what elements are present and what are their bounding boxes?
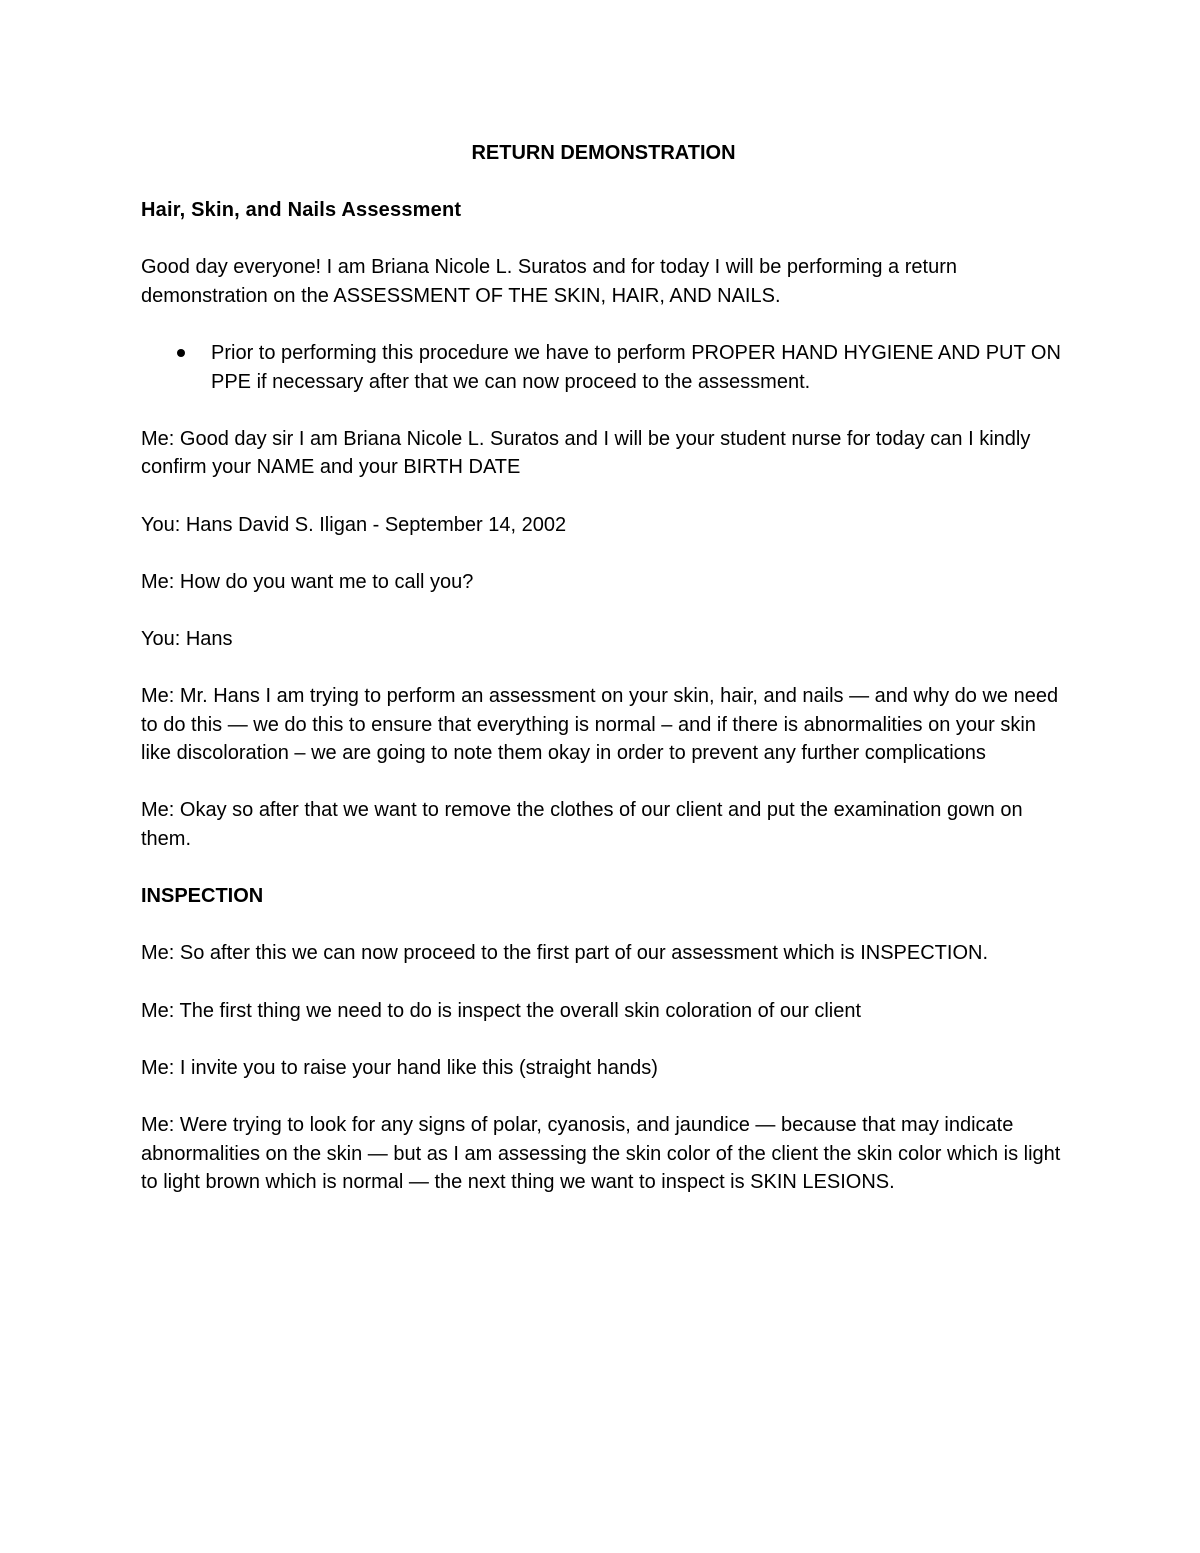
dialogue-paragraph: You: Hans [141, 627, 233, 650]
document-subtitle: Hair, Skin, and Nails Assessment [141, 199, 462, 221]
bullet-item [211, 339, 1066, 396]
intro-paragraph: Good day everyone! I am Briana Nicole L. Suratos and for today I will be performing a return demonstration on the ASSESSMENT OF THE SKIN, HAIR, AND NAILS. [141, 256, 957, 307]
dialogue-paragraph: Me: The first thing we need to do is inspect the overall skin coloration of our client [141, 999, 862, 1022]
bullet-text: Prior to performing this procedure we have to perform PROPER HAND HYGIENE AND PUT ON PPE if necessary after that we can now proceed to the assessment. [211, 341, 1061, 393]
dialogue-paragraph: Me: Okay so after that we want to remove the clothes of our client and put the examination gown on them. [141, 799, 1023, 851]
bullet-dot-icon [177, 349, 185, 357]
dialogue-paragraph: You: Hans David S. Iligan - September 14, 2002 [141, 513, 567, 536]
section-heading-inspection: INSPECTION [141, 885, 264, 908]
dialogue-paragraph: Me: Good day sir I am Briana Nicole L. Suratos and I will be your student nurse for today can I kindly confirm your NAME and your BIRTH DATE [141, 427, 1031, 479]
dialogue-paragraph: Me: How do you want me to call you? [141, 570, 474, 593]
bullet-list [141, 339, 1066, 396]
document-body [141, 139, 1066, 1197]
document-title: RETURN DEMONSTRATION [471, 142, 736, 164]
dialogue-paragraph: Me: Were trying to look for any signs of polar, cyanosis, and jaundice — because that may indicate abnormalities on the skin — but as I am assessing the skin color of the client the skin color which is light to light brown which is normal — the next thing we want to inspect is SKIN LESIONS. [141, 1114, 1061, 1194]
dialogue-paragraph: Me: So after this we can now proceed to the first part of our assessment which is INSPECTION. [141, 942, 989, 965]
dialogue-paragraph: Me: I invite you to raise your hand like this (straight hands) [141, 1056, 658, 1079]
dialogue-paragraph: Me: Mr. Hans I am trying to perform an assessment on your skin, hair, and nails — and why do we need to do this — we do this to ensure that everything is normal – and if there is abnormalities on your skin like discoloration – we are going to note them okay in order to prevent any further complications [141, 685, 1059, 765]
